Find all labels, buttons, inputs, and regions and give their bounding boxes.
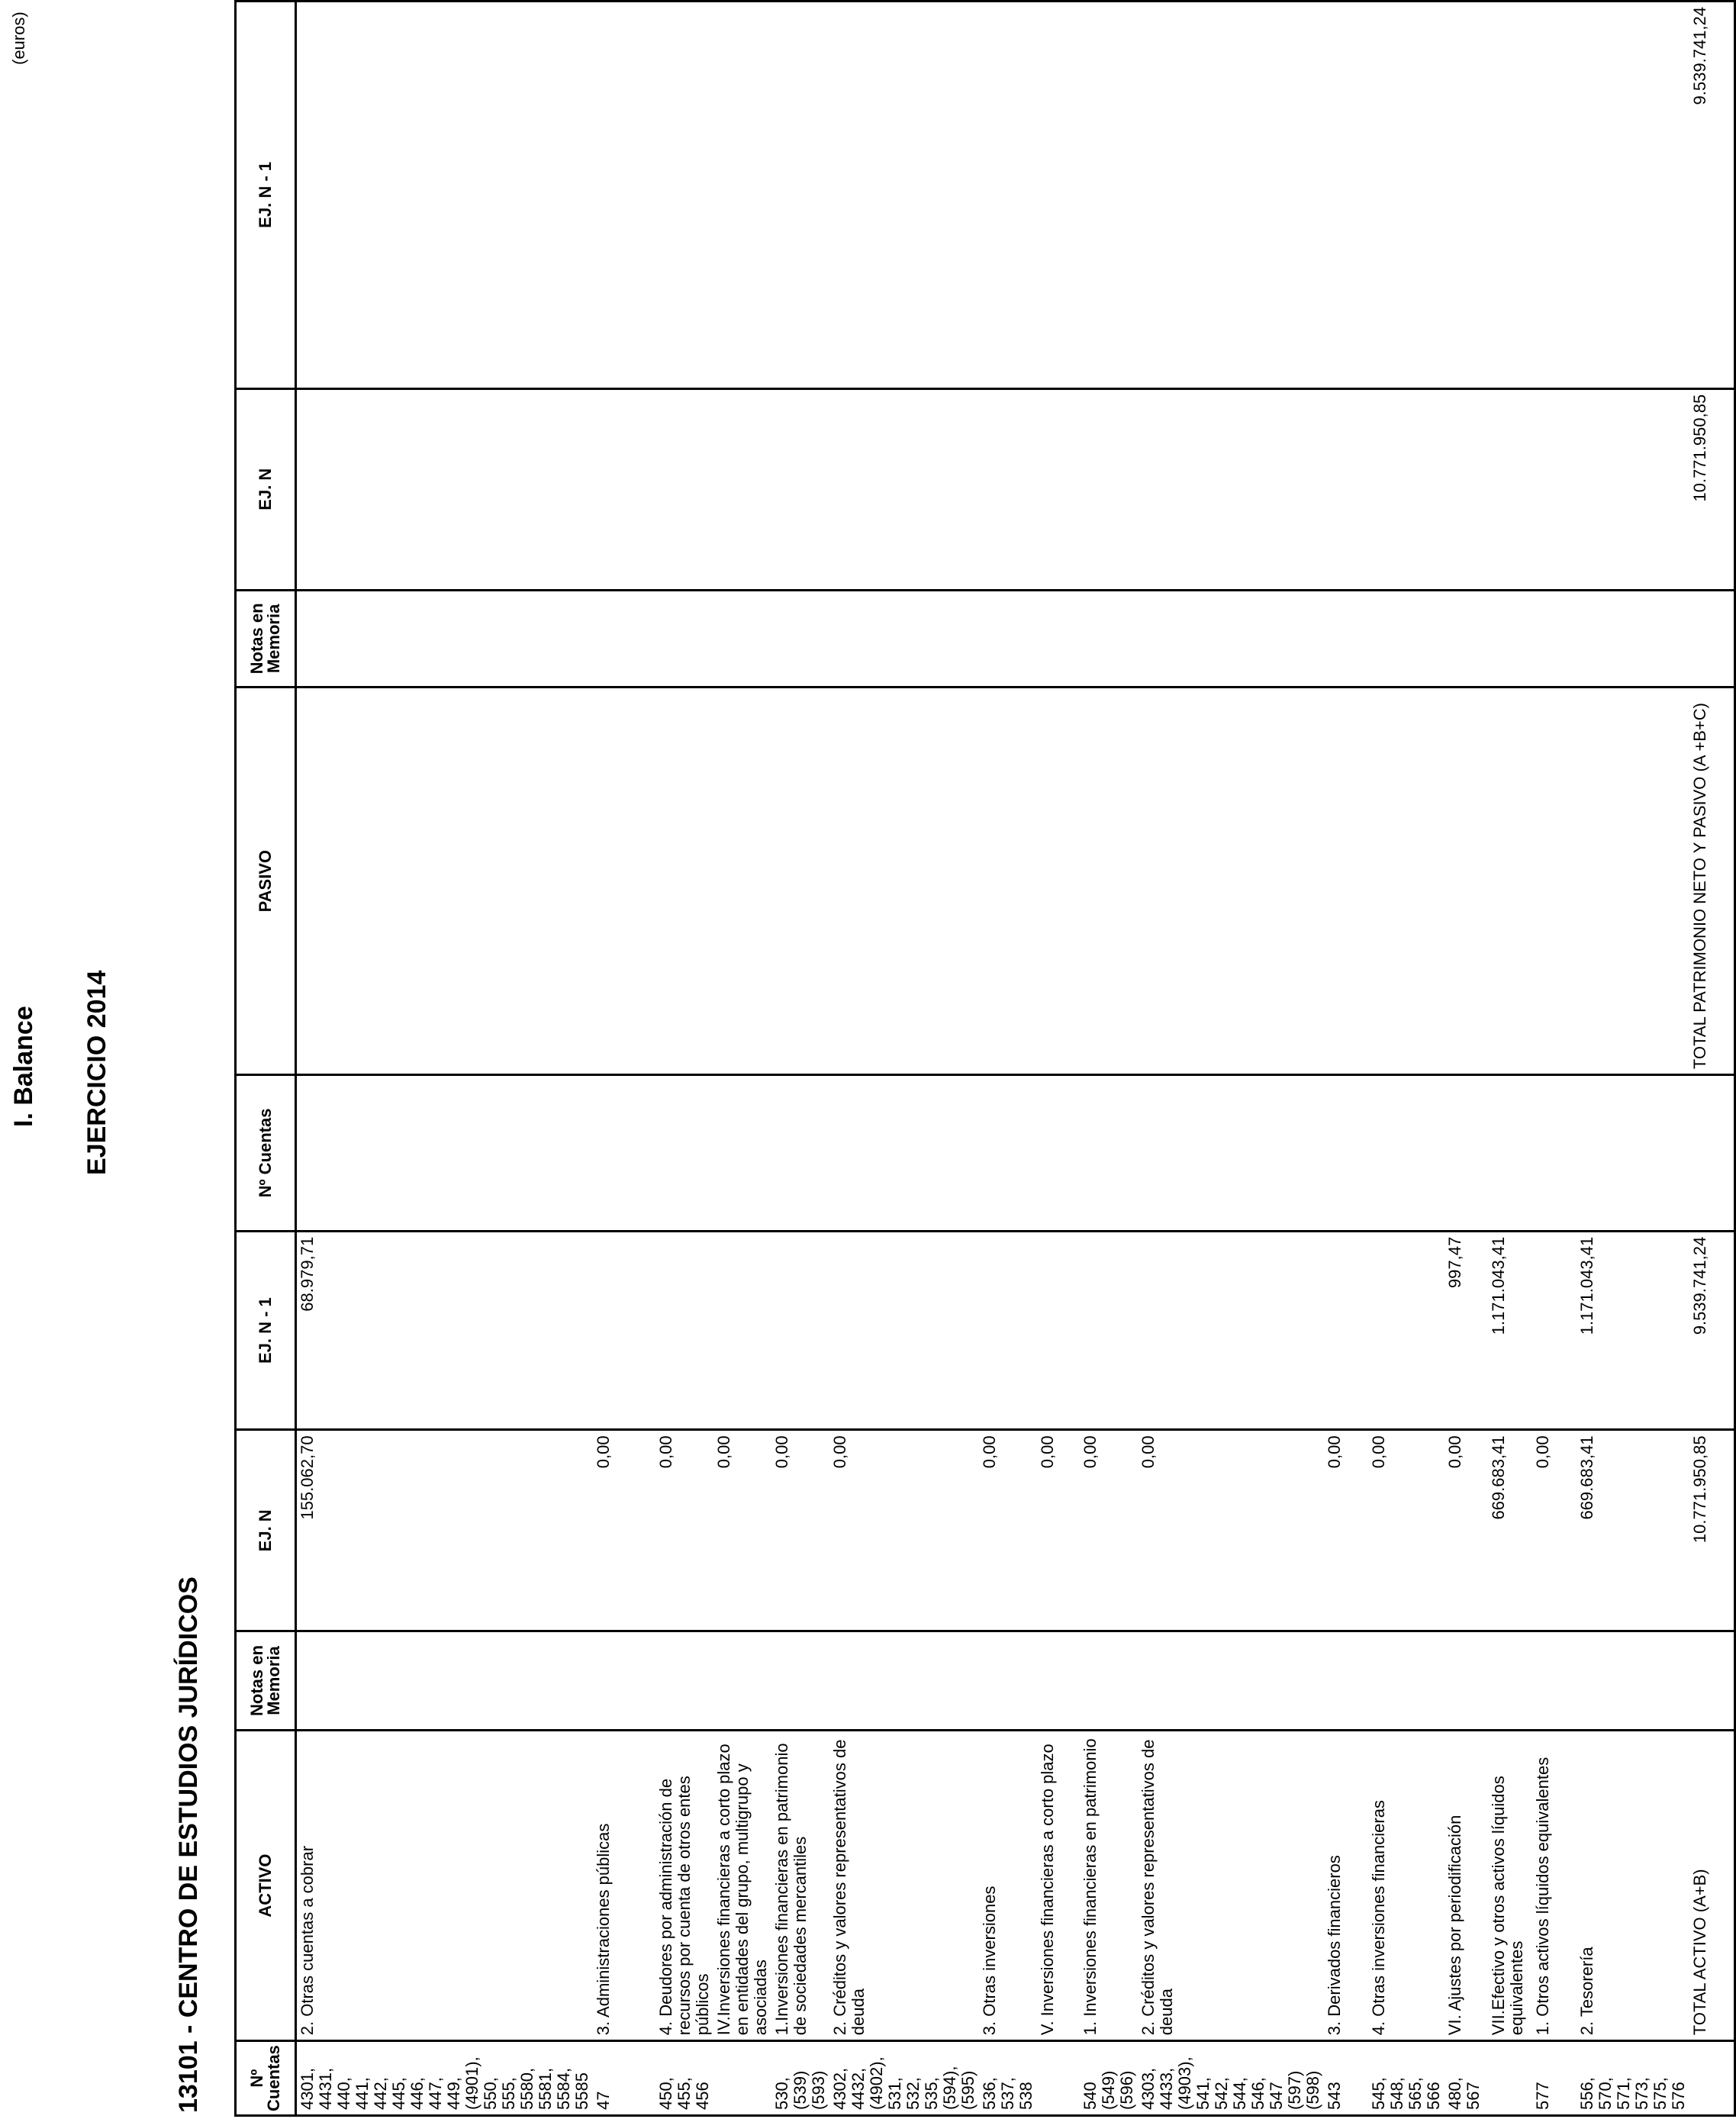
activo-label: 2. Otras cuentas a cobrar bbox=[296, 1730, 594, 2040]
notas-pasivo-cell bbox=[593, 590, 655, 688]
ejn1-value bbox=[655, 1231, 713, 1430]
ejn1-pasivo-value bbox=[1445, 2, 1488, 389]
ejn-pasivo-value bbox=[593, 388, 655, 590]
table-row bbox=[1689, 2, 1734, 2116]
notas-cell bbox=[771, 1631, 829, 1731]
ejn-value: 0,00 bbox=[979, 1430, 1037, 1631]
ejn1-value bbox=[593, 1231, 655, 1430]
cuentas-pasivo-cell bbox=[1689, 1075, 1734, 1232]
header-cuentas-pasivo: Nº Cuentas bbox=[236, 1075, 296, 1232]
pasivo-label bbox=[713, 688, 771, 1075]
ejn-value: 0,00 bbox=[655, 1430, 713, 1631]
currency-label: (euros) bbox=[9, 11, 28, 65]
ejn-value: 0,00 bbox=[1080, 1430, 1138, 1631]
table-row bbox=[1368, 2, 1445, 2116]
activo-label: 4. Otras inversiones financieras bbox=[1368, 1730, 1445, 2040]
pasivo-label bbox=[1324, 688, 1368, 1075]
table-row bbox=[655, 2, 713, 2116]
activo-label: VII.Efectivo y otros activos líquidos equivalentes bbox=[1488, 1730, 1532, 2040]
notas-pasivo-cell bbox=[1324, 590, 1368, 688]
notas-pasivo-cell bbox=[1138, 590, 1324, 688]
ejn-pasivo-value bbox=[1445, 388, 1488, 590]
notas-pasivo-cell bbox=[1488, 590, 1532, 688]
table-row bbox=[1138, 2, 1324, 2116]
ejn1-pasivo-value bbox=[979, 2, 1037, 389]
pasivo-label bbox=[1577, 688, 1689, 1075]
notas-pasivo-cell bbox=[1445, 590, 1488, 688]
ejn-pasivo-value bbox=[1577, 388, 1689, 590]
ejn-pasivo-value bbox=[1532, 388, 1577, 590]
pasivo-label bbox=[1080, 688, 1138, 1075]
ejn-value: 10.771.950,85 bbox=[1689, 1430, 1734, 1631]
notas-pasivo-cell bbox=[1080, 590, 1138, 688]
ejn-value: 0,00 bbox=[1324, 1430, 1368, 1631]
table-row bbox=[979, 2, 1037, 2116]
cuentas-pasivo-cell bbox=[1368, 1075, 1445, 1232]
header-ejn-pasivo: EJ. N bbox=[236, 388, 296, 590]
table-row bbox=[713, 2, 771, 2116]
ejn1-pasivo-value bbox=[713, 2, 771, 389]
ejn-pasivo-value bbox=[1488, 388, 1532, 590]
table-row bbox=[1037, 2, 1080, 2116]
table-row bbox=[1488, 2, 1532, 2116]
cuentas-pasivo-cell bbox=[1445, 1075, 1488, 1232]
pasivo-label bbox=[1138, 688, 1324, 1075]
ejn-pasivo-value: 10.771.950,85 bbox=[1689, 388, 1734, 590]
notas-cell bbox=[1138, 1631, 1324, 1731]
ejn1-value bbox=[979, 1231, 1037, 1430]
notas-cell bbox=[1324, 1631, 1368, 1731]
balance-rows bbox=[296, 2, 1735, 2116]
cuentas-pasivo-cell bbox=[1577, 1075, 1689, 1232]
notas-pasivo-cell bbox=[1037, 590, 1080, 688]
account-codes: 450, 455, 456 bbox=[655, 2041, 713, 2116]
ejn-pasivo-value bbox=[979, 388, 1037, 590]
cuentas-pasivo-cell bbox=[655, 1075, 713, 1232]
notas-pasivo-cell bbox=[713, 590, 771, 688]
ejn-pasivo-value bbox=[296, 388, 594, 590]
activo-label: 3. Otras inversiones bbox=[979, 1730, 1037, 2040]
ejn1-value: 1.171.043,41 bbox=[1577, 1231, 1689, 1430]
ejn1-value bbox=[713, 1231, 771, 1430]
notas-cell bbox=[979, 1631, 1037, 1731]
pasivo-label bbox=[296, 688, 594, 1075]
notas-cell bbox=[1689, 1631, 1734, 1731]
account-codes: 556, 570, 571, 573, 575, 576 bbox=[1577, 2041, 1689, 2116]
ejn1-pasivo-value bbox=[1138, 2, 1324, 389]
account-codes: 4301, 4431, 440, 441, 442, 445, 446, 447, 449, (4901), 550, 555, 5580, 5581, 5584, 5585 bbox=[296, 2041, 594, 2116]
ejn-pasivo-value bbox=[1080, 388, 1138, 590]
ejn-value: 669.683,41 bbox=[1577, 1430, 1689, 1631]
cuentas-pasivo-cell bbox=[713, 1075, 771, 1232]
activo-label: 1.Inversiones financieras en patrimonio de sociedades mercantiles bbox=[771, 1730, 829, 2040]
notas-cell bbox=[296, 1631, 594, 1731]
ejn1-pasivo-value bbox=[771, 2, 829, 389]
account-codes: 530, (539) (593) bbox=[771, 2041, 829, 2116]
activo-label: 4. Deudores por administración de recursos por cuenta de otros entes públicos bbox=[655, 1730, 713, 2040]
entity-title: 13101 - CENTRO DE ESTUDIOS JURÍDICOS bbox=[174, 1576, 203, 2113]
ejn-value: 0,00 bbox=[1532, 1430, 1577, 1631]
notas-cell bbox=[1037, 1631, 1080, 1731]
activo-label: 2. Tesorería bbox=[1577, 1730, 1689, 2040]
ejn1-pasivo-value bbox=[1324, 2, 1368, 389]
account-codes bbox=[1689, 2041, 1734, 2116]
ejn-pasivo-value bbox=[1037, 388, 1080, 590]
notas-pasivo-cell bbox=[1368, 590, 1445, 688]
notas-cell bbox=[1577, 1631, 1689, 1731]
ejn-pasivo-value bbox=[713, 388, 771, 590]
activo-label: 3. Administraciones públicas bbox=[593, 1730, 655, 2040]
ejn-value: 0,00 bbox=[829, 1430, 979, 1631]
account-codes: 540 (549) (596) bbox=[1080, 2041, 1138, 2116]
ejn-value: 0,00 bbox=[1445, 1430, 1488, 1631]
ejn-pasivo-value bbox=[771, 388, 829, 590]
header-ejn: EJ. N bbox=[236, 1430, 296, 1631]
pasivo-label bbox=[593, 688, 655, 1075]
ejn-pasivo-value bbox=[1324, 388, 1368, 590]
notas-cell bbox=[593, 1631, 655, 1731]
header-notas: Notas en Memoria bbox=[236, 1631, 296, 1731]
cuentas-pasivo-cell bbox=[771, 1075, 829, 1232]
account-codes: 47 bbox=[593, 2041, 655, 2116]
ejn1-value bbox=[829, 1231, 979, 1430]
cuentas-pasivo-cell bbox=[1532, 1075, 1577, 1232]
account-codes: 577 bbox=[1532, 2041, 1577, 2116]
cuentas-pasivo-cell bbox=[1138, 1075, 1324, 1232]
header-cuentas: Nº Cuentas bbox=[236, 2041, 296, 2116]
activo-label: 3. Derivados financieros bbox=[1324, 1730, 1368, 2040]
pasivo-label bbox=[1037, 688, 1080, 1075]
notas-cell bbox=[655, 1631, 713, 1731]
activo-label: V. Inversiones financieras a corto plazo bbox=[1037, 1730, 1080, 2040]
ejn-pasivo-value bbox=[1368, 388, 1445, 590]
report-title: I. Balance bbox=[9, 1006, 38, 1127]
header-ejn1: EJ. N - 1 bbox=[236, 1231, 296, 1430]
ejn-value: 0,00 bbox=[1138, 1430, 1324, 1631]
activo-label: VI. Ajustes por periodificación bbox=[1445, 1730, 1488, 2040]
notas-pasivo-cell bbox=[829, 590, 979, 688]
year-title: EJERCICIO 2014 bbox=[82, 970, 111, 1175]
ejn1-value bbox=[771, 1231, 829, 1430]
ejn1-pasivo-value bbox=[655, 2, 713, 389]
ejn-value: 669.683,41 bbox=[1488, 1430, 1532, 1631]
ejn1-value bbox=[1037, 1231, 1080, 1430]
notas-cell bbox=[1368, 1631, 1445, 1731]
ejn1-pasivo-value bbox=[1532, 2, 1577, 389]
table-row bbox=[1080, 2, 1138, 2116]
account-codes: 4302, 4432, (4902), 531, 532, 535, (594), (595) bbox=[829, 2041, 979, 2116]
activo-label: IV.Inversiones financieras a corto plazo en entidades del grupo, multigrupo y asociadas bbox=[713, 1730, 771, 2040]
cuentas-pasivo-cell bbox=[593, 1075, 655, 1232]
table-row bbox=[296, 2, 594, 2116]
ejn-pasivo-value bbox=[1138, 388, 1324, 590]
cuentas-pasivo-cell bbox=[296, 1075, 594, 1232]
table-row bbox=[771, 2, 829, 2116]
notas-cell bbox=[1488, 1631, 1532, 1731]
cuentas-pasivo-cell bbox=[1037, 1075, 1080, 1232]
notas-cell bbox=[1080, 1631, 1138, 1731]
notas-pasivo-cell bbox=[1689, 590, 1734, 688]
ejn1-value bbox=[1080, 1231, 1138, 1430]
ejn1-value bbox=[1532, 1231, 1577, 1430]
pasivo-label bbox=[1368, 688, 1445, 1075]
notas-pasivo-cell bbox=[771, 590, 829, 688]
ejn1-pasivo-value bbox=[1080, 2, 1138, 389]
table-row bbox=[1445, 2, 1488, 2116]
notas-pasivo-cell bbox=[655, 590, 713, 688]
pasivo-label bbox=[771, 688, 829, 1075]
notas-pasivo-cell bbox=[1577, 590, 1689, 688]
ejn1-value: 68.979,71 bbox=[296, 1231, 594, 1430]
ejn1-pasivo-value bbox=[593, 2, 655, 389]
account-codes bbox=[713, 2041, 771, 2116]
table-row bbox=[1577, 2, 1689, 2116]
ejn1-pasivo-value bbox=[296, 2, 594, 389]
account-codes: 543 bbox=[1324, 2041, 1368, 2116]
ejn1-value: 997,47 bbox=[1445, 1231, 1488, 1430]
cuentas-pasivo-cell bbox=[979, 1075, 1037, 1232]
ejn1-value: 9.539.741,24 bbox=[1689, 1231, 1734, 1430]
account-codes: 4303, 4433, (4903), 541, 542, 544, 546, 547 (597) (598) bbox=[1138, 2041, 1324, 2116]
account-codes: 480, 567 bbox=[1445, 2041, 1488, 2116]
activo-label: TOTAL ACTIVO (A+B) bbox=[1689, 1730, 1734, 2040]
activo-label: 1. Inversiones financieras en patrimonio bbox=[1080, 1730, 1138, 2040]
balance-table bbox=[234, 0, 1736, 2117]
header-ejn1-pasivo: EJ. N - 1 bbox=[236, 2, 296, 389]
pasivo-label bbox=[1532, 688, 1577, 1075]
ejn-value: 0,00 bbox=[713, 1430, 771, 1631]
activo-label: 2. Créditos y valores representativos de deuda bbox=[829, 1730, 979, 2040]
notas-cell bbox=[713, 1631, 771, 1731]
ejn1-pasivo-value bbox=[1368, 2, 1445, 389]
pasivo-label bbox=[1488, 688, 1532, 1075]
table-row bbox=[593, 2, 655, 2116]
notas-cell bbox=[1532, 1631, 1577, 1731]
pasivo-label bbox=[1445, 688, 1488, 1075]
ejn1-pasivo-value bbox=[1577, 2, 1689, 389]
ejn1-pasivo-value bbox=[1037, 2, 1080, 389]
account-codes bbox=[1037, 2041, 1080, 2116]
ejn1-value bbox=[1324, 1231, 1368, 1430]
activo-label: 2. Créditos y valores representativos de deuda bbox=[1138, 1730, 1324, 2040]
ejn-pasivo-value bbox=[655, 388, 713, 590]
ejn-value: 0,00 bbox=[593, 1430, 655, 1631]
pasivo-label bbox=[829, 688, 979, 1075]
cuentas-pasivo-cell bbox=[1488, 1075, 1532, 1232]
ejn-value: 155.062,70 bbox=[296, 1430, 594, 1631]
ejn1-pasivo-value bbox=[1488, 2, 1532, 389]
notas-cell bbox=[829, 1631, 979, 1731]
header-activo: ACTIVO bbox=[236, 1730, 296, 2040]
cuentas-pasivo-cell bbox=[1080, 1075, 1138, 1232]
ejn1-value bbox=[1138, 1231, 1324, 1430]
notas-pasivo-cell bbox=[979, 590, 1037, 688]
ejn-value: 0,00 bbox=[771, 1430, 829, 1631]
ejn-value: 0,00 bbox=[1037, 1430, 1080, 1631]
table-row bbox=[1324, 2, 1368, 2116]
ejn1-pasivo-value bbox=[829, 2, 979, 389]
header-notas-pasivo: Notas en Memoria bbox=[236, 590, 296, 688]
activo-label: 1. Otros activos líquidos equivalentes bbox=[1532, 1730, 1577, 2040]
cuentas-pasivo-cell bbox=[1324, 1075, 1368, 1232]
account-codes: 536, 537, 538 bbox=[979, 2041, 1037, 2116]
notas-pasivo-cell bbox=[296, 590, 594, 688]
ejn1-value bbox=[1368, 1231, 1445, 1430]
notas-cell bbox=[1445, 1631, 1488, 1731]
table-row bbox=[1532, 2, 1577, 2116]
account-codes bbox=[1488, 2041, 1532, 2116]
account-codes: 545, 548, 565, 566 bbox=[1368, 2041, 1445, 2116]
pasivo-label: TOTAL PATRIMONIO NETO Y PASIVO (A +B+C) bbox=[1689, 688, 1734, 1075]
ejn-pasivo-value bbox=[829, 388, 979, 590]
header-pasivo: PASIVO bbox=[236, 688, 296, 1075]
ejn1-value: 1.171.043,41 bbox=[1488, 1231, 1532, 1430]
cuentas-pasivo-cell bbox=[829, 1075, 979, 1232]
pasivo-label bbox=[979, 688, 1037, 1075]
ejn1-pasivo-value: 9.539.741,24 bbox=[1689, 2, 1734, 389]
table-row bbox=[829, 2, 979, 2116]
pasivo-label bbox=[655, 688, 713, 1075]
notas-pasivo-cell bbox=[1532, 590, 1577, 688]
ejn-value: 0,00 bbox=[1368, 1430, 1445, 1631]
